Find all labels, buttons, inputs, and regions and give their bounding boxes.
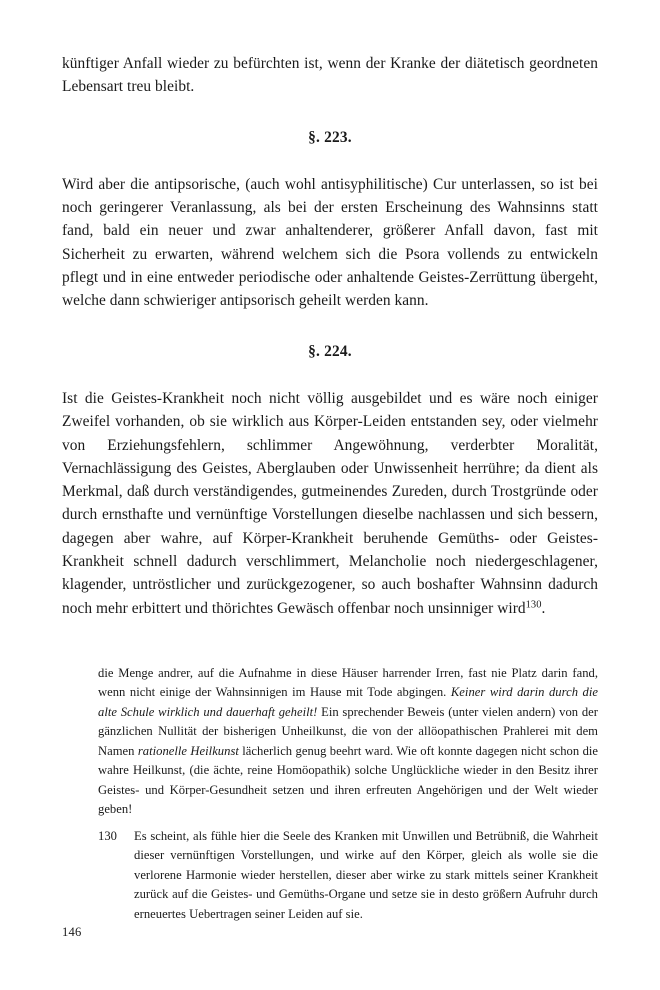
section-heading-223: §. 223. [308, 128, 352, 146]
footnote-reference-130[interactable]: 130 [525, 598, 542, 610]
section-paragraph-223: Wird aber die antipsorische, (auch wohl antisyphilitische) Cur unterlassen, so ist bei noch geringerer Veranlassung, als bei der ersten Erscheinung des Wahnsinns statt fand, bald ein neuer und zwar anhaltenderer, größerer Anfall davon, fast mit Sicherheit zu erwarten, während welchem sich die Psora vollends zu entwickeln pflegt und in eine entweder periodische oder anhaltende Geistes-Zerrüttung übergeht, welche dann schwieriger antipsorisch geheilt werden kann. [62, 175, 598, 310]
footnote-roman-run: die Menge andrer, auf die Aufnahme in diese Häuser harrender Irren, fast nie Platz darin fand, wenn nicht einige der Wahnsinnigen im Hause mit Tode abgingen. [98, 665, 598, 700]
footnote-roman-run: Ein sprechender Beweis (unter vielen andern) von der gänzlichen Nullität der bisherigen Unheilkunst, die von der allöopathischen Prahlerei mit dem Namen [98, 704, 598, 758]
footnote-number-130: 130 [98, 828, 117, 843]
footnote-130-runs [134, 829, 598, 921]
page-number: 146 [62, 925, 82, 939]
paragraph-224-tail: . [541, 599, 546, 617]
footnote-roman-run: lächerlich genug beehrt ward. Wie oft konnte dagegen nicht schon die wahre Heilkunst, (die ächte, reine Homöopathik) solche Unglückliche wieder in den Besitz ihrer Geistes- und Körper-Gesundheit setzen und ihren erfreuten Angehörigen und der Welt wieder geben! [98, 743, 599, 817]
footnote-italic-run: Keiner wird darin durch die alte Schule wirklich und dauerhaft geheilt! [98, 685, 598, 719]
footnote-continued [98, 664, 598, 820]
paragraph-224-text: Ist die Geistes-Krankheit noch nicht völlig ausgebildet und es wäre noch einiger Zweifel vorhanden, ob sie wirklich aus Körper-Leiden entstanden sey, oder vielmehr von Erziehungsfehlern, schlimmer Angewöhnung, verderbter Moralität, Vernachlässigung des Geistes, Aberglauben oder Unwissenheit herrühre; da dient als Merkmal, daß durch verständigendes, gutmeinendes Zureden, durch Trostgründe oder durch ernsthafte und vernünftige Vorstellungen dieselbe nachlassen und sich bessern, dagegen aber wahre, auf Körper-Krankheit beruhende Gemüths- oder Geistes-Krankheit schnell dadurch verschlimmert, Melancholie noch niedergeschlagener, klagender, untröstlicher und zurückgezogener, so auch boshafter Wahnsinn dadurch noch mehr erbittert und thörichtes Gewäsch offenbar noch unsinniger wird [62, 389, 598, 617]
section-heading-224: §. 224. [308, 342, 352, 360]
section-paragraph-224 [62, 387, 598, 620]
footnote-roman-run: Es scheint, als fühle hier die Seele des Kranken mit Unwillen und Betrübniß, die Wahrheit dieser vernünftigen Vorstellungen, und wirke auf den Körper, gleich als wolle sie die verlorene Harmonie wieder herstellen, dieser aber wirke zu stark mittels seiner Krankheit zurück auf die Geistes- und Gemüths-Organe und setze sie in desto größern Aufruhr durch erneuertes Uebertragen seiner Leiden auf sie. [134, 828, 598, 921]
footnote-block [98, 664, 598, 925]
continued-paragraph: künftiger Anfall wieder zu befürchten ist, wenn der Kranke der diätetisch geordneten Lebensart treu bleibt. [62, 55, 598, 96]
footnote-italic-run: rationelle Heilkunst [137, 743, 239, 758]
footnote-130 [98, 827, 598, 925]
page-content [62, 52, 598, 924]
footnote-continued-runs [98, 666, 598, 817]
